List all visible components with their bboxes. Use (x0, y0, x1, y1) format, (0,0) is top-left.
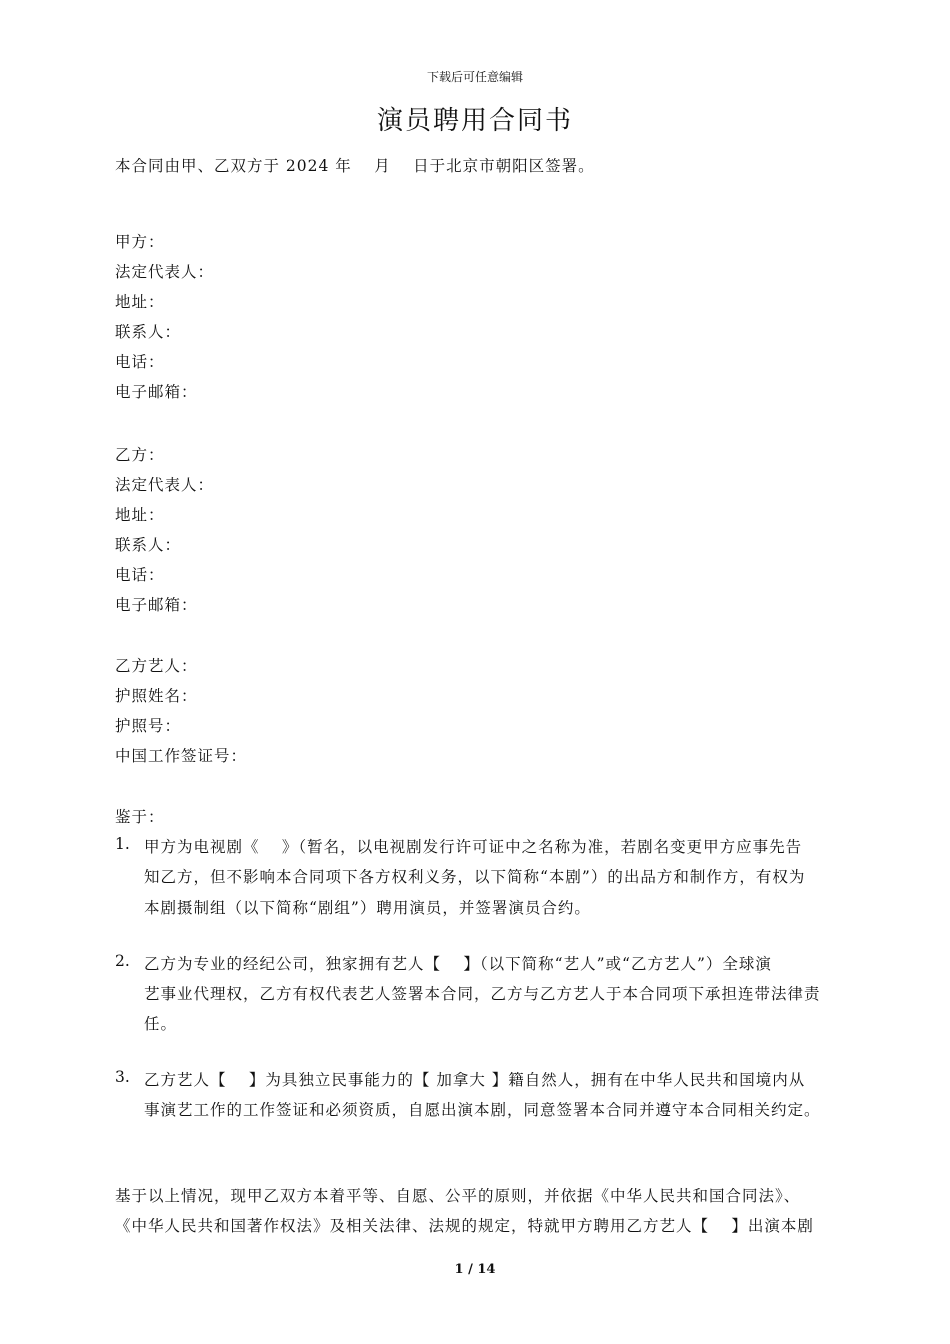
artist-passport-no: 护照号： (115, 717, 182, 735)
clause-1-line: 甲方为电视剧《 》（暂名，以电视剧发行许可证中之名称为准，若剧名变更甲方应事先告 (144, 838, 803, 856)
header-note: 下载后可任意编辑 (426, 70, 523, 84)
clause-1-line: 知乙方，但不影响本合同项下各方权利义务，以下简称“本剧”）的出品方和制作方，有权为 (144, 868, 806, 886)
artist-passport-name: 护照姓名： (115, 687, 198, 705)
party-b-label: 乙方： (115, 446, 165, 464)
clause-3-line: 事演艺工作的工作签证和必须资质，自愿出演本剧，同意签署本合同并遵守本合同相关约定。 (144, 1101, 821, 1119)
whereas-label: 鉴于： (115, 808, 165, 826)
party-a-contact: 联系人： (115, 323, 182, 341)
clause-2-line: 乙方为专业的经纪公司，独家拥有艺人【 】（以下简称“艺人”或“乙方艺人”）全球演 (144, 955, 772, 973)
party-b-phone: 电话： (115, 566, 165, 584)
party-b-contact: 联系人： (115, 536, 182, 554)
clause-2-line: 任。 (144, 1015, 178, 1033)
party-b-email: 电子邮箱： (115, 596, 198, 614)
closing-line: 《中华人民共和国著作权法》及相关法律、法规的规定，特就甲方聘用乙方艺人【 】出演本剧 (115, 1217, 814, 1235)
party-a-address: 地址： (115, 293, 165, 311)
party-b-address: 地址： (115, 506, 165, 524)
party-a-legal-rep: 法定代表人： (115, 263, 215, 281)
document-title: 演员聘用合同书 (376, 106, 573, 136)
artist-label: 乙方艺人： (115, 657, 198, 675)
closing-line: 基于以上情况，现甲乙双方本着平等、自愿、公平的原则，并依据《中华人民共和国合同法》、 (115, 1187, 801, 1205)
party-a-phone: 电话： (115, 353, 165, 371)
clause-3-line: 乙方艺人【 】为具独立民事能力的【 加拿大 】籍自然人，拥有在中华人民共和国境内从 (144, 1071, 806, 1089)
intro-line: 本合同由甲、乙双方于 2024 年 月 日于北京市朝阳区签署。 (115, 157, 595, 175)
clause-1-number: 1. (115, 835, 130, 853)
clause-2-line: 艺事业代理权，乙方有权代表艺人签署本合同，乙方与乙方艺人于本合同项下承担连带法律责 (144, 985, 821, 1003)
party-a-email: 电子邮箱： (115, 383, 198, 401)
clause-2-number: 2. (115, 952, 130, 970)
party-b-legal-rep: 法定代表人： (115, 476, 215, 494)
clause-3-number: 3. (115, 1068, 130, 1086)
clause-1-line: 本剧摄制组（以下简称“剧组”）聘用演员，并签署演员合约。 (144, 899, 591, 917)
page-number: 1 / 14 (454, 1262, 496, 1277)
party-a-label: 甲方： (115, 233, 165, 251)
artist-work-visa: 中国工作签证号： (115, 747, 248, 765)
